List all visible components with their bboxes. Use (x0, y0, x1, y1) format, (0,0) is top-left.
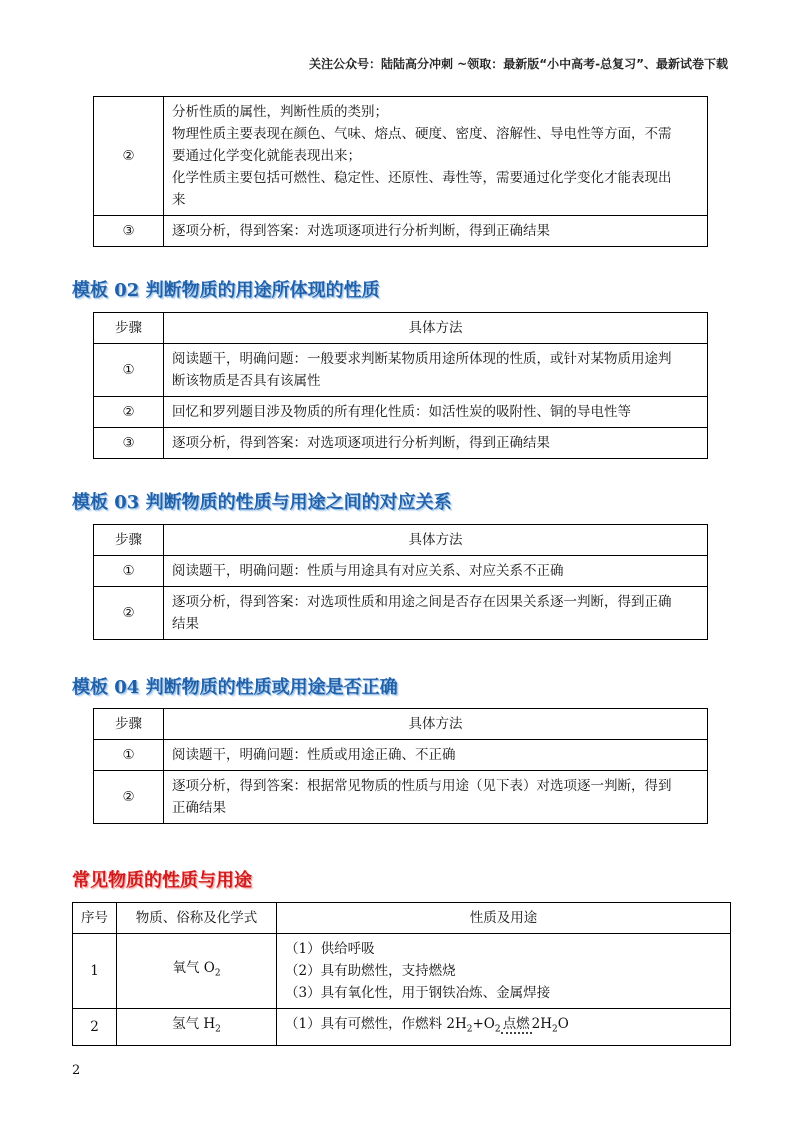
table-row (94, 771, 708, 824)
reaction-condition: 点燃 (502, 1016, 530, 1032)
step-number: ② (94, 97, 164, 216)
subscript: 2 (494, 1024, 501, 1035)
template04-steps-table (93, 708, 708, 824)
col-header-step: 步骤 (94, 313, 164, 344)
col-header-properties: 性质及用途 (277, 903, 731, 934)
step-method: 阅读题干，明确问题：性质与用途具有对应关系、对应关系不正确 (164, 556, 708, 587)
table-row (73, 934, 731, 1009)
method-line: 断该物质是否具有该属性 (172, 373, 321, 389)
step-number: ① (94, 740, 164, 771)
subscript: 2 (551, 1024, 558, 1035)
equation-prefix: （1）具有可燃性，作燃料 2H (285, 1016, 467, 1032)
section-title-template03: 模板 03 判断物质的性质与用途之间的对应关系 (72, 492, 452, 513)
method-line: 逐项分析，得到答案：对选项性质和用途之间是否存在因果关系逐一判断，得到正确 (172, 594, 672, 610)
step-method (164, 344, 708, 397)
table-header-row (94, 313, 708, 344)
template01-steps-table (93, 96, 708, 247)
section-title-template02: 模板 02 判断物质的用途所体现的性质 (72, 280, 380, 301)
substance-label: 氧气 O (172, 960, 215, 977)
col-header-step: 步骤 (94, 709, 164, 740)
property-line: （1）供给呼吸 (285, 941, 375, 957)
substance-properties (277, 1009, 731, 1046)
table-row (94, 397, 708, 428)
page-number: 2 (72, 1063, 81, 1078)
step-method (164, 771, 708, 824)
property-line: （2）具有助燃性，支持燃烧 (285, 963, 456, 979)
substance-label: 氢气 H (172, 1016, 216, 1032)
subscript: 2 (466, 1024, 473, 1035)
row-number: 2 (73, 1009, 117, 1046)
table-row (73, 1009, 731, 1046)
col-header-no: 序号 (73, 903, 117, 934)
table-row (94, 587, 708, 640)
method-line: 正确结果 (172, 800, 226, 816)
method-line: 物理性质主要表现在颜色、气味、熔点、硬度、密度、溶解性、导电性等方面，不需 (172, 126, 672, 142)
substance-properties (277, 934, 731, 1009)
table-row (94, 97, 708, 216)
step-number: ③ (94, 216, 164, 247)
table-header-row (73, 903, 731, 934)
section-title-common-substances: 常见物质的性质与用途 (72, 870, 252, 891)
step-method: 阅读题干，明确问题：性质或用途正确、不正确 (164, 740, 708, 771)
step-number: ① (94, 344, 164, 397)
property-line: （3）具有氧化性，用于钢铁冶炼、金属焊接 (285, 985, 551, 1001)
row-number: 1 (73, 934, 117, 1009)
step-number: ③ (94, 428, 164, 459)
method-line: 分析性质的属性，判断性质的类别； (172, 104, 388, 120)
table-header-row (94, 709, 708, 740)
table-row (94, 344, 708, 397)
step-number: ② (94, 397, 164, 428)
substances-table (72, 902, 731, 1046)
step-method (164, 587, 708, 640)
table-row (94, 740, 708, 771)
col-header-step: 步骤 (94, 525, 164, 556)
substance-name (117, 1009, 277, 1046)
col-header-method: 具体方法 (164, 525, 708, 556)
method-line: 结果 (172, 616, 199, 632)
template02-steps-table (93, 312, 708, 459)
table-header-row (94, 525, 708, 556)
col-header-method: 具体方法 (164, 709, 708, 740)
step-method: 逐项分析，得到答案：对选项逐项进行分析判断，得到正确结果 (164, 428, 708, 459)
subscript: 2 (215, 1024, 221, 1035)
subscript: 2 (214, 968, 221, 979)
step-method: 回忆和罗列题目涉及物质的所有理化性质：如活性炭的吸附性、铜的导电性等 (164, 397, 708, 428)
step-number: ② (94, 771, 164, 824)
equation-product: 2H (531, 1016, 552, 1032)
equation-plus: +O (472, 1016, 495, 1032)
table-row (94, 216, 708, 247)
step-number: ① (94, 556, 164, 587)
step-number: ② (94, 587, 164, 640)
step-method (164, 97, 708, 216)
col-header-substance: 物质、俗称及化学式 (117, 903, 277, 934)
method-line: 逐项分析，得到答案：根据常见物质的性质与用途（见下表）对选项逐一判断，得到 (172, 778, 672, 794)
template03-steps-table (93, 524, 708, 640)
header-note: 关注公众号：陆陆高分冲刺 ~领取：最新版“小中高考-总复习”、最新试卷下载 (309, 57, 728, 71)
table-row (94, 428, 708, 459)
equation-end: O (557, 1016, 569, 1032)
table-row (94, 556, 708, 587)
method-line: 化学性质主要包括可燃性、稳定性、还原性、毒性等，需要通过化学变化才能表现出 (172, 170, 672, 186)
method-line: 来 (172, 192, 186, 208)
col-header-method: 具体方法 (164, 313, 708, 344)
method-line: 阅读题干，明确问题：一般要求判断某物质用途所体现的性质，或针对某物质用途判 (172, 351, 672, 367)
method-line: 要通过化学变化就能表现出来； (172, 148, 361, 164)
step-method: 逐项分析，得到答案：对选项逐项进行分析判断，得到正确结果 (164, 216, 708, 247)
substance-name (117, 934, 277, 1009)
section-title-template04: 模板 04 判断物质的性质或用途是否正确 (72, 677, 398, 698)
